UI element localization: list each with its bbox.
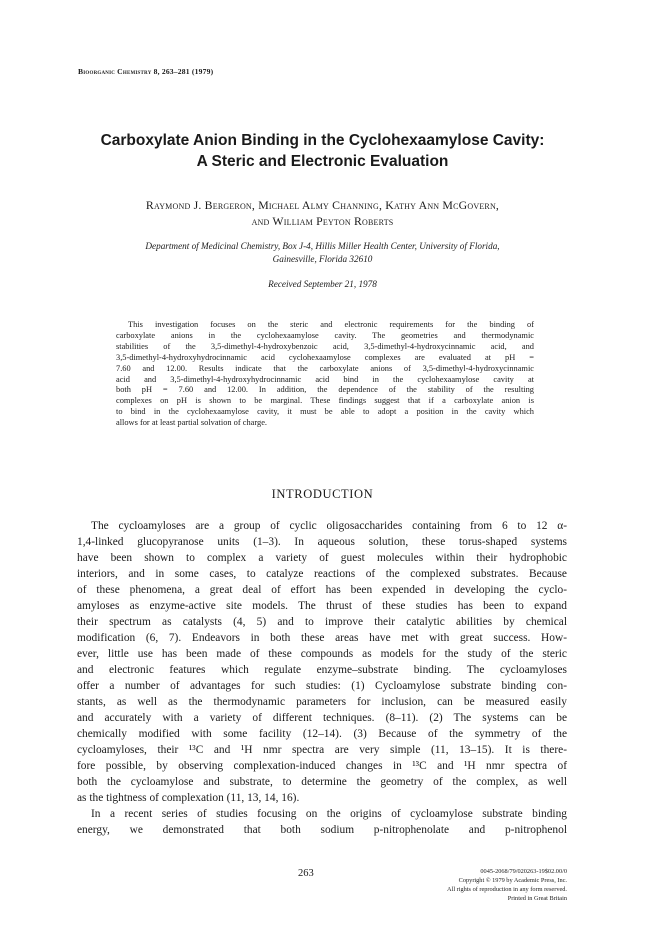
abstract-line: acid and 3,5-dimethyl-4-hydroxyhydrocinnamic acid bind in the cyclohexaamylose cavity at	[116, 374, 534, 384]
body-line: their spectrum as catalysts (4, 5) and to improve their catalytic abilities by chemical	[77, 616, 567, 628]
body-line: interiors, and in some cases, to catalyze reactions of the complexed substrates. Because	[77, 568, 567, 580]
affiliation	[60, 240, 585, 266]
journal-header	[78, 67, 213, 76]
body-line: amyloses as enzyme-active site models. The thrust of these studies has been to expand	[77, 600, 567, 612]
body-line: energy, we demonstrated that both sodium p-nitrophenolate and p-nitrophenol	[77, 824, 567, 836]
footer-line: Printed in Great Britain	[507, 895, 567, 902]
body-line: ever, little use has been made of these compounds as models for the study of the steric	[77, 648, 567, 660]
body-line: offer a number of advantages for such studies: (1) Cycloamylose substrate binding con-	[77, 680, 567, 692]
article-title	[60, 130, 585, 172]
body-line: stants, as well as the thermodynamic parameters for inclusion, can be measured easily	[77, 696, 567, 708]
copyright-footer	[447, 867, 567, 903]
abstract-line: This investigation focuses on the steric and electronic requirements for the binding of	[128, 320, 534, 329]
page-number: 263	[298, 868, 314, 879]
author-list	[60, 197, 585, 229]
abstract-line: 3,5-dimethyl-4-hydroxyhydrocinnamic acid cyclohexaamylose complexes are evaluated at pH =	[116, 352, 534, 362]
abstract-line: to bind in the cyclohexaamylose cavity, it must be able to adopt a position in the cavity which	[116, 407, 534, 417]
journal-citation: 8, 263–281 (1979)	[153, 67, 214, 76]
body-line: In a recent series of studies focusing on the origins of cycloamylose substrate binding	[91, 808, 567, 820]
abstract-line: allows for at least partial solvation of charge.	[116, 418, 268, 428]
body-line: as the tightness of complexation (11, 13, 14, 16).	[77, 792, 300, 804]
affiliation-line: Department of Medicinal Chemistry, Box J-4, Hillis Miller Health Center, University of Florida,	[145, 241, 500, 251]
abstract-line: both pH = 7.60 and 12.00. In addition, the dependence of the stability of the resulting	[116, 385, 534, 395]
body-line: both the cycloamylose and substrate, to determine the geometry of the complex, as well	[77, 776, 567, 788]
title-line: Carboxylate Anion Binding in the Cyclohexaamylose Cavity:	[100, 132, 545, 149]
abstract-line: complexes on pH is shown to be marginal. These findings suggest that if a carboxylate anion is	[116, 396, 534, 406]
abstract-line: carboxylate anions in the cyclohexaamylose cavity. The geometries and thermodynamic	[116, 330, 534, 340]
body-line: have been shown to complex a variety of guest molecules within their hydrophobic	[77, 552, 567, 564]
section-heading: INTRODUCTION	[271, 487, 374, 501]
received-date: Received September 21, 1978	[268, 279, 377, 289]
footer-line: 0045-2068/79/020263-19$02.00/0	[480, 868, 567, 875]
body-line: 1,4-linked glucopyranose units (1–3). In aqueous solution, these torus-shaped systems	[77, 536, 567, 548]
body-line: and accurately with a variety of different techniques. (8–11). (2) The systems can be	[77, 712, 567, 724]
body-text	[77, 518, 567, 838]
footer-line: Copyright © 1979 by Academic Press, Inc.	[458, 877, 567, 884]
author-line: and William Peyton Roberts	[251, 214, 394, 228]
body-line: chemically modified with some facility (12–14). (3) Because of the symmetry of the	[77, 728, 567, 740]
body-line: modification (6, 7). Endeavors in both these areas have met with great success. How-	[77, 632, 567, 644]
body-line: The cycloamyloses are a group of cyclic oligosaccharides containing from 6 to 12 α-	[91, 520, 567, 532]
body-line: fore possible, by observing complexation-induced changes in ¹³C and ¹H nmr spectra of	[77, 760, 567, 772]
abstract-line: 7.60 and 12.00. Results indicate that the carboxylate anions of 3,5-dimethyl-4-hydroxycinnamic	[116, 363, 534, 373]
body-line: of these phenomena, a great deal of effort has been expended in developing the cyclo-	[77, 584, 567, 596]
abstract-line: stabilities of the 3,5-dimethyl-4-hydroxybenzoic acid, 3,5-dimethyl-4-hydroxycinnamic acid, and	[116, 341, 534, 351]
affiliation-line: Gainesville, Florida 32610	[272, 254, 373, 264]
footer-line: All rights of reproduction in any form reserved.	[447, 886, 567, 893]
title-line: A Steric and Electronic Evaluation	[196, 153, 449, 170]
abstract	[116, 320, 534, 429]
author-line: Raymond J. Bergeron, Michael Almy Channing, Kathy Ann McGovern,	[145, 198, 500, 212]
journal-name: Bioorganic Chemistry	[78, 67, 152, 76]
body-line: cycloamyloses, their ¹³C and ¹H nmr spectra are very simple (11, 13–15). It is there-	[77, 744, 567, 756]
body-line: and electronic features which regulate enzyme–substrate binding. The cycloamyloses	[77, 664, 567, 676]
